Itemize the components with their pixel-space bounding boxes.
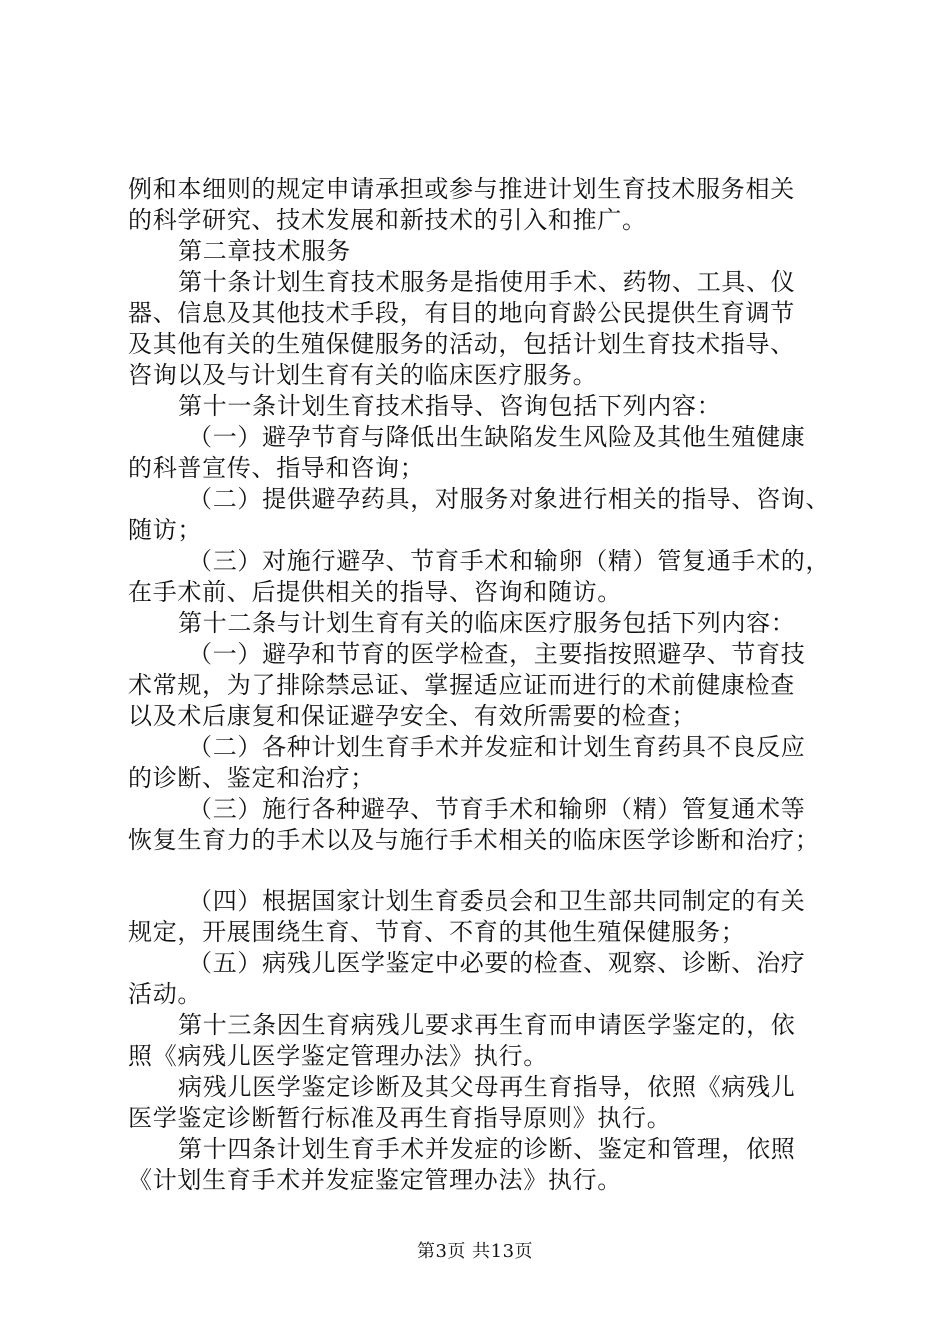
document-body xyxy=(128,174,831,1196)
text-line: 的诊断、鉴定和治疗； xyxy=(128,764,375,792)
text-line: （三）对施行避孕、节育手术和输卵（精）管复通手术的， xyxy=(188,547,831,575)
text-line: （五）病残儿医学鉴定中必要的检查、观察、诊断、治疗 xyxy=(188,949,806,977)
text-line: 器、信息及其他技术手段，有目的地向育龄公民提供生育调节 xyxy=(128,299,795,327)
text-line: （二）提供避孕药具，对服务对象进行相关的指导、咨询、 xyxy=(188,485,831,513)
text-line: 咨询以及与计划生育有关的临床医疗服务。 xyxy=(128,361,598,389)
text-line: 规定，开展围绕生育、节育、不育的其他生殖保健服务； xyxy=(128,918,746,946)
text-line: 的科普宣传、指导和咨询； xyxy=(128,454,425,482)
text-line: 医学鉴定诊断暂行标准及再生育指导原则》执行。 xyxy=(128,1104,672,1132)
text-line: 及其他有关的生殖保健服务的活动，包括计划生育技术指导、 xyxy=(128,330,795,358)
text-line: 第十条计划生育技术服务是指使用手术、药物、工具、仪 xyxy=(178,268,796,296)
text-line: 随访； xyxy=(128,516,203,544)
page-number-footer: 第3页 共13页 xyxy=(416,1241,534,1262)
text-line: （四）根据国家计划生育委员会和卫生部共同制定的有关 xyxy=(188,887,806,915)
text-line: 术常规，为了排除禁忌证、掌握适应证而进行的术前健康检查 xyxy=(128,671,795,699)
paragraph-gap xyxy=(128,856,828,886)
text-line: （一）避孕和节育的医学检查，主要指按照避孕、节育技 xyxy=(188,640,806,668)
text-line: 以及术后康复和保证避孕安全、有效所需要的检查； xyxy=(128,702,697,730)
text-line: 照《病残儿医学鉴定管理办法》执行。 xyxy=(128,1042,548,1070)
text-line: 病残儿医学鉴定诊断及其父母再生育指导，依照《病残儿 xyxy=(178,1073,796,1101)
text-line: 例和本细则的规定申请承担或参与推进计划生育技术服务相关 xyxy=(128,175,795,203)
text-line: （三）施行各种避孕、节育手术和输卵（精）管复通术等 xyxy=(188,795,806,823)
text-line: 活动。 xyxy=(128,980,203,1008)
text-line: 第十四条计划生育手术并发症的诊断、鉴定和管理，依照 xyxy=(178,1135,796,1163)
text-line: 的科学研究、技术发展和新技术的引入和推广。 xyxy=(128,206,647,234)
text-line: （一）避孕节育与降低出生缺陷发生风险及其他生殖健康 xyxy=(188,423,806,451)
text-line: 《计划生育手术并发症鉴定管理办法》执行。 xyxy=(128,1166,622,1194)
text-line: 第十二条与计划生育有关的临床医疗服务包括下列内容： xyxy=(178,609,796,637)
text-line: （二）各种计划生育手术并发症和计划生育药具不良反应 xyxy=(188,733,806,761)
text-line: 第十一条计划生育技术指导、咨询包括下列内容： xyxy=(178,392,722,420)
chapter-heading: 第二章技术服务 xyxy=(178,237,351,265)
text-line: 第十三条因生育病残儿要求再生育而申请医学鉴定的，依 xyxy=(178,1011,796,1039)
text-line: 在手术前、后提供相关的指导、咨询和随访。 xyxy=(128,578,622,606)
text-line: 恢复生育力的手术以及与施行手术相关的临床医学诊断和治疗； xyxy=(128,826,820,854)
